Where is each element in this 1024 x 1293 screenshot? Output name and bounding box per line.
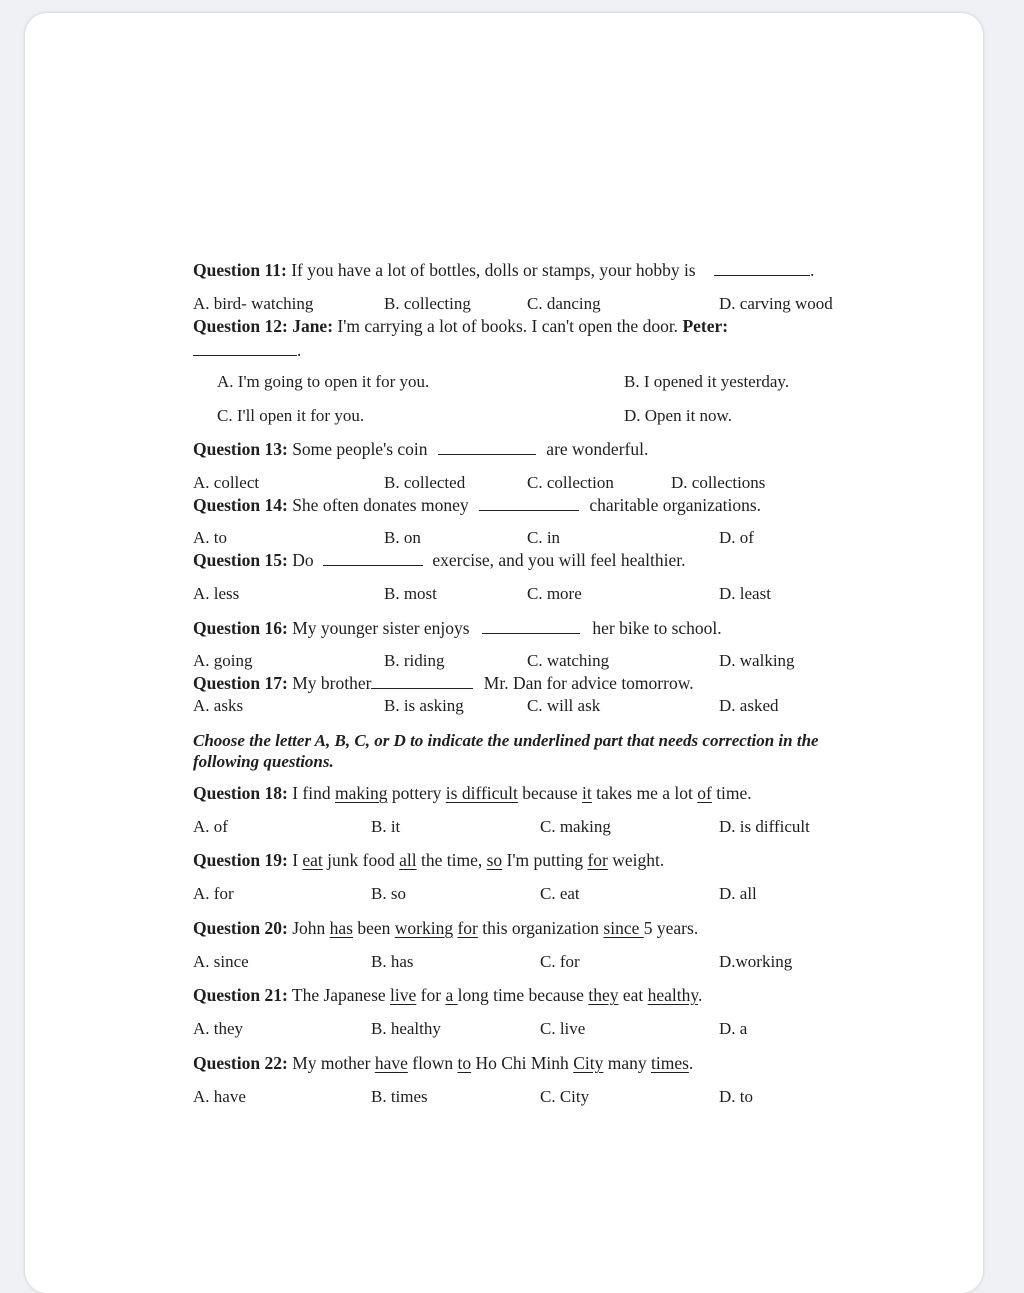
question-label: Question 19: [193, 850, 288, 870]
text-segment: many [603, 1053, 651, 1073]
underlined-part[interactable]: City [573, 1053, 604, 1073]
option-c[interactable]: C. collection [527, 473, 614, 492]
text-segment: 5 years. [643, 918, 699, 938]
underlined-part[interactable]: eat [302, 850, 323, 870]
underlined-part[interactable]: have [374, 1053, 408, 1073]
answer-blank [714, 261, 810, 276]
text-segment: I find [292, 783, 335, 803]
question-label: Question 11: [193, 260, 287, 280]
option-d[interactable]: D.working [719, 952, 793, 971]
option-b[interactable]: B. collecting [384, 294, 471, 313]
option-d[interactable]: D. asked [719, 696, 779, 715]
text-segment: I'm putting [502, 850, 588, 870]
question-text-end: are wonderful. [546, 439, 649, 459]
option-a[interactable]: A. asks [193, 696, 244, 715]
underlined-part[interactable]: to [457, 1053, 472, 1073]
speaker-peter: Peter: [682, 316, 729, 336]
option-d[interactable]: D. Open it now. [624, 406, 732, 425]
underlined-part[interactable]: making [334, 783, 388, 803]
underlined-part[interactable]: times [650, 1053, 689, 1073]
option-b[interactable]: B. has [371, 952, 414, 971]
option-b[interactable]: B. I opened it yesterday. [624, 372, 790, 391]
answer-blank [193, 341, 297, 356]
question-label: Question 21: [193, 985, 288, 1005]
text-segment: time. [711, 783, 752, 803]
option-d[interactable]: D. to [719, 1087, 753, 1106]
option-a[interactable]: A. they [193, 1019, 244, 1038]
answer-blank [371, 674, 473, 689]
question-19 [193, 850, 664, 870]
question-label: Question 14: [193, 495, 288, 515]
text-segment: Ho Chi Minh [471, 1053, 574, 1073]
option-c[interactable]: C. watching [527, 651, 610, 670]
option-a[interactable]: A. have [193, 1087, 246, 1106]
text-segment: My mother [292, 1053, 375, 1073]
question-end: . [810, 260, 815, 280]
underlined-part[interactable]: live [390, 985, 417, 1005]
option-c[interactable]: C. dancing [527, 294, 601, 313]
question-14 [193, 495, 761, 515]
text-segment: because [517, 783, 583, 803]
underlined-part[interactable]: so [486, 850, 503, 870]
option-a[interactable]: A. going [193, 651, 253, 670]
option-d[interactable]: D. all [719, 884, 757, 903]
question-text: She often donates money [292, 495, 469, 515]
section-instruction: Choose the letter A, B, C, or D to indicate the underlined part that needs correction in the following questions. [193, 731, 819, 771]
option-c[interactable]: C. City [540, 1087, 590, 1106]
question-label: Question 17: [193, 673, 288, 693]
text-segment: the time, [416, 850, 487, 870]
text-segment: for [416, 985, 446, 1005]
question-label: Question 13: [193, 439, 288, 459]
option-d[interactable]: D. is difficult [719, 817, 810, 836]
question-label: Question 20: [193, 918, 288, 938]
option-c[interactable]: C. more [527, 584, 582, 603]
question-text-end: exercise, and you will feel healthier. [432, 550, 686, 570]
option-c[interactable]: C. will ask [527, 696, 601, 715]
option-a[interactable]: A. less [193, 584, 240, 603]
question-text: Do [292, 550, 314, 570]
question-20 [193, 918, 698, 938]
option-b[interactable]: B. it [371, 817, 401, 836]
option-b[interactable]: B. most [384, 584, 437, 603]
option-c[interactable]: C. making [540, 817, 611, 836]
underlined-part[interactable]: a [445, 985, 458, 1005]
option-b[interactable]: B. healthy [371, 1019, 441, 1038]
option-c[interactable]: C. live [540, 1019, 586, 1038]
option-a[interactable]: A. collect [193, 473, 260, 492]
underlined-part[interactable]: they [588, 985, 619, 1005]
underlined-part[interactable]: is difficult [445, 783, 518, 803]
text-segment: been [352, 918, 395, 938]
option-a[interactable]: A. to [193, 528, 227, 547]
text-segment: John [292, 918, 330, 938]
question-text-end: Mr. Dan for advice tomorrow. [483, 673, 694, 693]
option-d[interactable]: D. carving wood [719, 294, 833, 313]
option-c[interactable]: C. in [527, 528, 561, 547]
question-text: Some people's coin [292, 439, 428, 459]
question-text: My younger sister enjoys [292, 618, 470, 638]
question-text: My brother [292, 673, 372, 693]
option-b[interactable]: B. riding [384, 651, 445, 670]
underlined-part[interactable]: for [587, 850, 608, 870]
question-text-end: her bike to school. [592, 618, 722, 638]
question-18 [193, 783, 752, 803]
text-segment: weight. [607, 850, 665, 870]
text-segment: junk food [322, 850, 400, 870]
question-12-blank-line [193, 340, 301, 360]
underlined-part[interactable]: working [394, 918, 454, 938]
option-d[interactable]: D. of [719, 528, 754, 547]
option-b[interactable]: B. on [384, 528, 421, 547]
option-a[interactable]: A. for [193, 884, 234, 903]
text-segment: long time because [457, 985, 589, 1005]
answer-blank [323, 551, 423, 566]
option-d[interactable]: D. least [719, 584, 771, 603]
text-segment: . [698, 985, 703, 1005]
question-label: Question 16: [193, 618, 288, 638]
question-label: Question 12: [193, 316, 288, 336]
option-d[interactable]: D. walking [719, 651, 795, 670]
underlined-part[interactable]: for [457, 918, 478, 938]
question-label: Question 22: [193, 1053, 288, 1073]
option-a[interactable]: A. bird- watching [193, 294, 314, 313]
question-label: Question 15: [193, 550, 288, 570]
option-b[interactable]: B. is asking [384, 696, 464, 715]
text-segment: eat [618, 985, 648, 1005]
question-end: . [297, 340, 302, 360]
option-c[interactable]: C. for [540, 952, 580, 971]
question-text: If you have a lot of bottles, dolls or stamps, your hobby is [291, 260, 696, 280]
underlined-part[interactable]: of [697, 783, 712, 803]
question-text-end: charitable organizations. [589, 495, 762, 515]
question-21 [193, 985, 702, 1005]
option-c[interactable]: C. eat [540, 884, 580, 903]
underlined-part[interactable]: all [399, 850, 417, 870]
option-c[interactable]: C. I'll open it for you. [217, 406, 365, 425]
option-a[interactable]: A. since [193, 952, 249, 971]
answer-blank [482, 619, 580, 634]
underlined-part[interactable]: healthy [647, 985, 698, 1005]
text-segment: takes me a lot [591, 783, 698, 803]
question-11 [193, 260, 814, 280]
option-b[interactable]: B. collected [384, 473, 466, 492]
answer-blank [479, 496, 579, 511]
underlined-part[interactable]: has [329, 918, 353, 938]
speaker-jane: Jane: [292, 316, 334, 336]
question-12 [193, 316, 728, 336]
option-a[interactable]: A. of [193, 817, 228, 836]
underlined-part[interactable]: it [582, 783, 592, 803]
question-label: Question 18: [193, 783, 288, 803]
answer-blank [438, 440, 536, 455]
question-17 [193, 673, 694, 693]
text-segment: The Japanese [291, 985, 391, 1005]
option-d[interactable]: D. collections [671, 473, 766, 492]
question-16 [193, 618, 722, 638]
option-d[interactable]: D. a [719, 1019, 748, 1038]
option-b[interactable]: B. so [371, 884, 406, 903]
text-segment: this organization [477, 918, 604, 938]
underlined-part[interactable]: since [603, 918, 644, 938]
question-text: I'm carrying a lot of books. I can't open the door. [337, 316, 679, 336]
question-22 [193, 1053, 693, 1073]
option-a[interactable]: A. I'm going to open it for you. [217, 372, 430, 391]
text-segment: I [292, 850, 303, 870]
text-segment: flown [407, 1053, 458, 1073]
question-15 [193, 550, 686, 570]
text-segment: pottery [387, 783, 446, 803]
text-segment: . [688, 1053, 694, 1073]
option-b[interactable]: B. times [371, 1087, 428, 1106]
question-13 [193, 439, 648, 459]
